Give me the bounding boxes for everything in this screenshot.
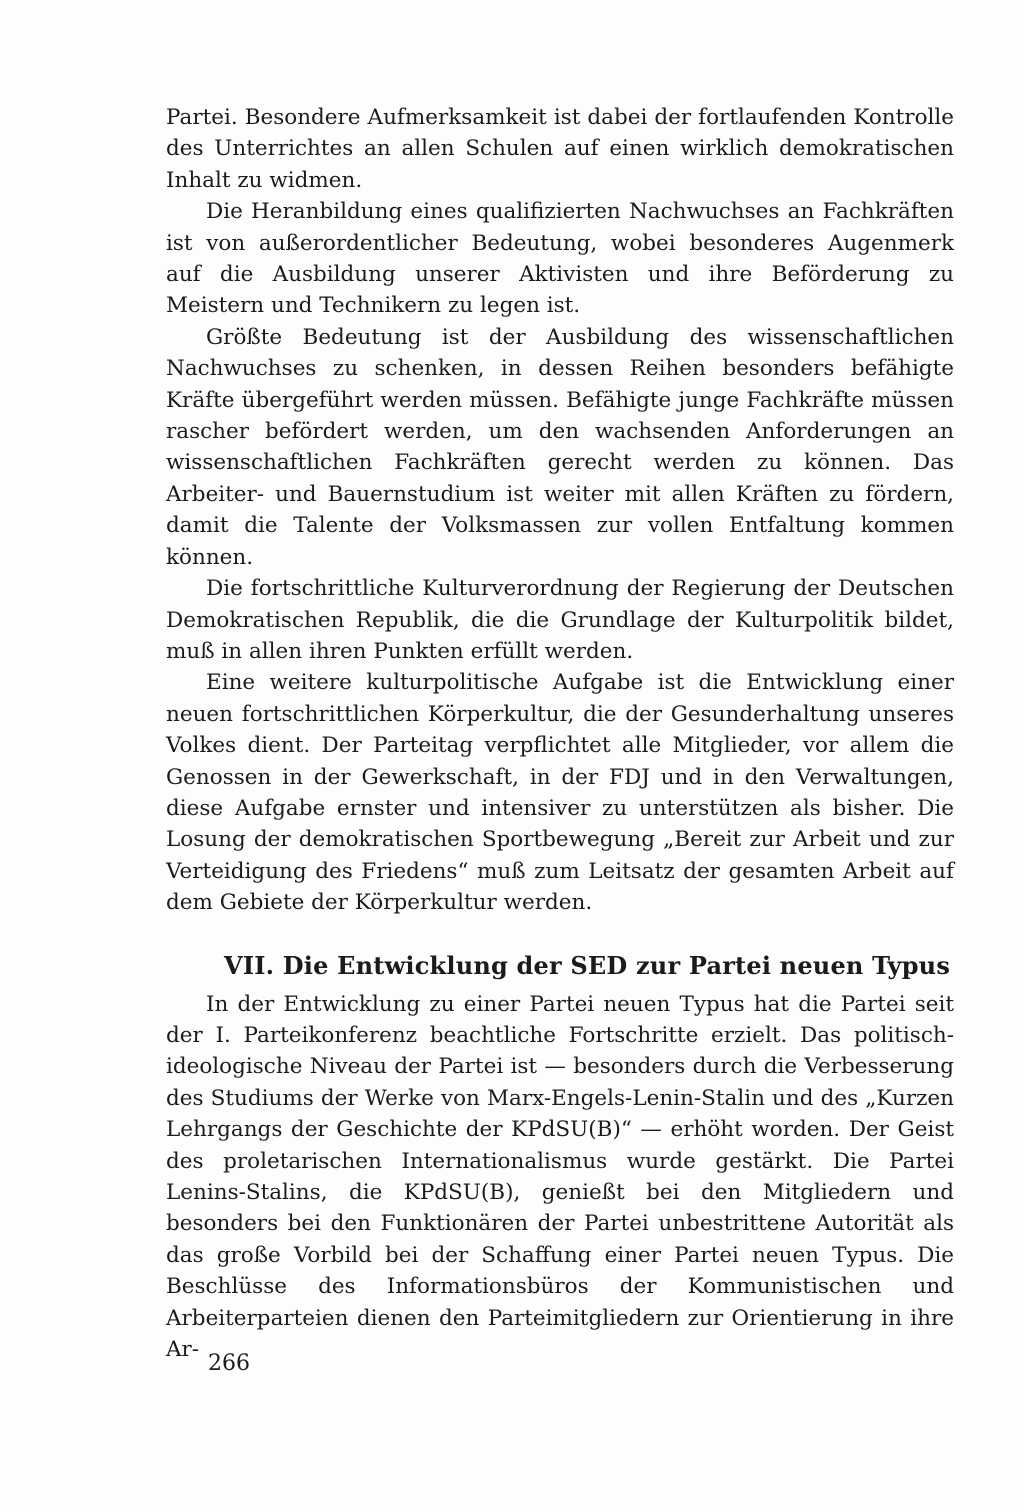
body-text xyxy=(166,102,954,1365)
paragraph: In der Entwicklung zu einer Partei neuen Typus hat die Partei seit der I. Parteikonferenz beachtliche Fortschritte erzielt. Das politisch-ideologische Niveau der Partei ist — besonders durch die Verbesserung des Studiums der Werke von Marx-Engels-Lenin-Stalin und des „Kurzen Lehrgangs der Geschichte der KPdSU(B)“ — erhöht worden. Der Geist des proletarischen Internationalismus wurde gestärkt. Die Partei Lenins-Stalins, die KPdSU(B), genießt bei den Mitgliedern und besonders bei den Funktionären der Partei unbestrittene Autorität als das große Vorbild bei der Schaffung einer Partei neuen Typus. Die Beschlüsse des Informationsbüros der Kommunistischen und Arbeiterparteien dienen den Parteimitgliedern zur Orientierung in ihre Ar- xyxy=(166,991,954,1363)
paragraph: Eine weitere kulturpolitische Aufgabe ist die Entwicklung einer neuen fortschrittlichen Körperkultur, die der Gesunderhaltung unseres Volkes dient. Der Parteitag verpflichtet alle Mitglieder, vor allem die Genossen in der Gewerkschaft, in der FDJ und in den Verwaltungen, diese Aufgabe ernster und intensiver zu unterstützen als bisher. Die Losung der demokratischen Sportbewegung „Bereit zur Arbeit und zur Verteidigung des Friedens“ muß zum Leitsatz der gesamten Arbeit auf dem Gebiete der Körperkultur werden. xyxy=(166,670,954,916)
chapter-heading: VII. Die Entwicklung der SED zur Partei neuen Typus xyxy=(224,950,951,980)
paragraph: Größte Bedeutung ist der Ausbildung des wissenschaftlichen Nachwuchses zu schenken, in dessen Reihen besonders befähigte Kräfte übergeführt werden müssen. Befähigte junge Fachkräfte müssen rascher befördert werden, um den wachsenden Anforderungen an wissenschaftlichen Fachkräften gerecht werden zu können. Das Arbeiter- und Bauernstudium ist weiter mit allen Kräften zu fördern, damit die Talente der Volksmassen zur vollen Entfaltung kommen können. xyxy=(166,324,954,570)
paragraph: Partei. Besondere Aufmerksamkeit ist dabei der fortlaufenden Kontrolle des Unterrichtes an allen Schulen auf einen wirklich demokratischen Inhalt zu widmen. xyxy=(166,105,954,193)
paragraph: Die Heranbildung eines qualifizierten Nachwuchses an Fachkräften ist von außerordentlicher Bedeutung, wobei besonderes Augenmerk auf die Ausbildung unserer Aktivisten und ihre Beförderung zu Meistern und Technikern zu legen ist. xyxy=(166,199,954,319)
paragraph: Die fortschrittliche Kulturverordnung der Regierung der Deutschen Demokratischen Republik, die die Grundlage der Kulturpolitik bildet, muß in allen ihren Punkten erfüllt werden. xyxy=(166,576,954,664)
page-number: 266 xyxy=(208,1351,250,1376)
